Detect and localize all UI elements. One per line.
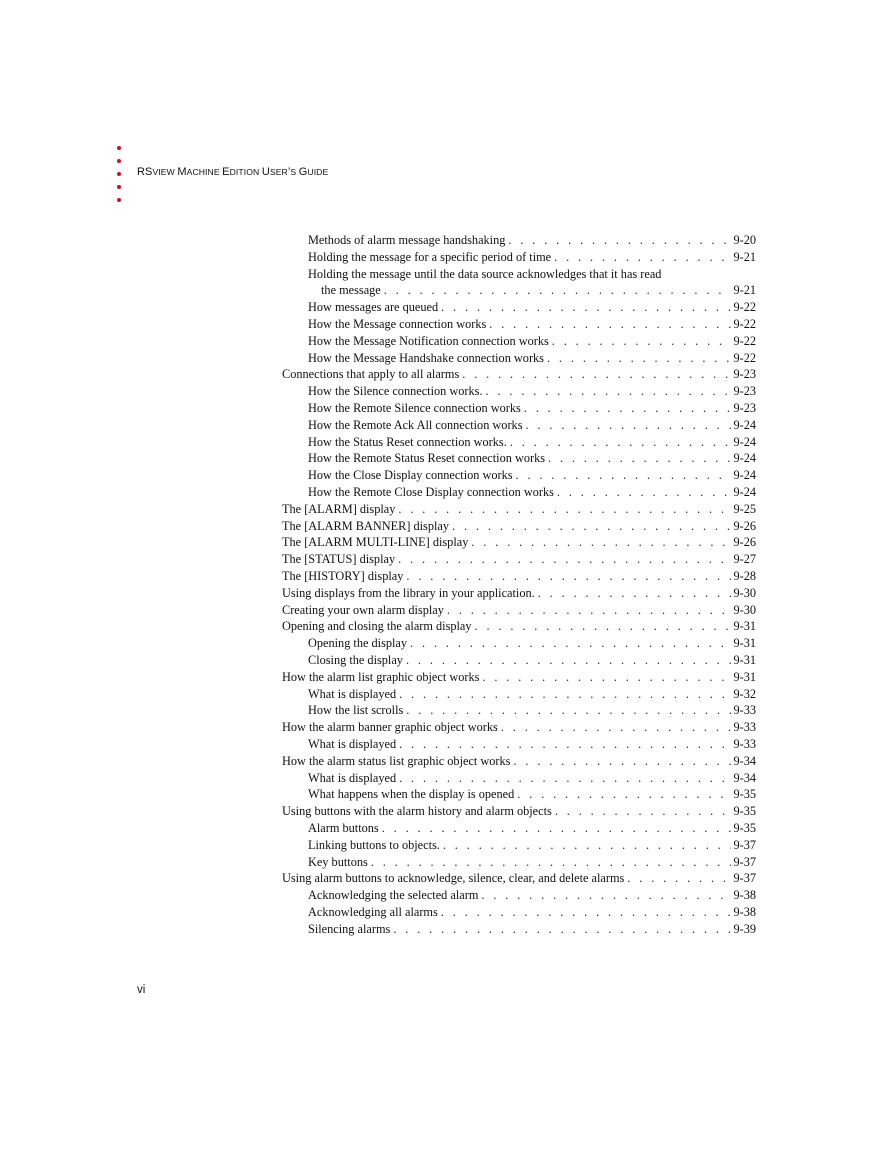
toc-entry[interactable] (282, 534, 756, 551)
toc-entry[interactable] (308, 820, 756, 837)
toc-dot-leader (452, 518, 731, 535)
toc-entry[interactable] (308, 904, 756, 921)
toc-entry[interactable] (308, 652, 756, 669)
toc-entry-page: 9-26 (733, 518, 756, 533)
toc-entry-page: 9-35 (733, 804, 756, 819)
toc-entry[interactable] (321, 282, 756, 299)
toc-entry[interactable] (308, 770, 756, 787)
toc-entry-page: 9-30 (733, 585, 756, 600)
toc-dot-leader (557, 484, 732, 501)
toc-entry-title: How the Silence connection works. (308, 384, 483, 399)
toc-entry-page: 9-22 (733, 333, 756, 348)
bullet-icon (117, 198, 121, 202)
toc-entry-page: 9-33 (733, 720, 756, 735)
toc-entry[interactable] (282, 803, 756, 820)
toc-entry-title: What is displayed (308, 737, 397, 751)
toc-entry-title: Using alarm buttons to acknowledge, silence, clear, and delete alarms (282, 871, 625, 886)
toc-dot-leader (627, 870, 731, 887)
toc-entry-page: 9-27 (733, 552, 756, 567)
toc-dot-leader (555, 803, 732, 820)
toc-dot-leader (525, 417, 731, 434)
toc-entry-title: Acknowledging all alarms (308, 905, 438, 919)
toc-entry-page: 9-37 (733, 837, 756, 852)
toc-entry[interactable] (308, 417, 756, 434)
toc-entry-title: Holding the message for a specific period of time (308, 249, 552, 264)
toc-entry[interactable] (308, 736, 756, 753)
toc-entry-title: How the alarm list graphic object works (282, 669, 480, 684)
header-text-part: U (261, 166, 270, 178)
toc-entry-page: 9-22 (733, 350, 756, 365)
toc-entry[interactable] (308, 467, 756, 484)
toc-dot-leader (441, 904, 732, 921)
toc-dot-leader (501, 719, 732, 736)
toc-entry-title: How the Message Handshake connection works (308, 350, 544, 365)
toc-entry-title: What happens when the display is opened (308, 787, 515, 802)
toc-entry-page: 9-34 (733, 753, 756, 768)
toc-entry[interactable] (308, 484, 756, 501)
toc-entry-page: 9-31 (733, 653, 756, 667)
toc-dot-leader (524, 400, 732, 417)
header-text-part: RS (137, 166, 153, 178)
toc-dot-leader (471, 534, 731, 551)
toc-entry[interactable] (308, 316, 756, 333)
toc-entry[interactable] (308, 249, 756, 266)
toc-entry-page: 9-37 (733, 854, 756, 869)
toc-entry[interactable] (282, 568, 756, 585)
toc-entry-title: How the Remote Silence connection works (308, 401, 521, 415)
toc-entry-title: How messages are queued (308, 300, 439, 315)
toc-entry-page: 9-23 (733, 384, 756, 399)
toc-entry[interactable] (308, 887, 756, 904)
header-text-part: VIEW (152, 167, 178, 177)
toc-entry-title: How the Status Reset connection works. (308, 434, 507, 449)
header-text-part: UIDE (307, 167, 329, 177)
toc-entry-title: The [HISTORY] display (282, 569, 404, 583)
toc-entry[interactable] (282, 719, 756, 736)
toc-entry-title: What is displayed (308, 686, 397, 701)
toc-entry[interactable] (308, 232, 756, 249)
toc-dot-leader (486, 383, 732, 400)
bullet-icon (117, 159, 121, 163)
toc-entry-title: What is displayed (308, 770, 397, 785)
running-header (137, 166, 328, 178)
toc-dot-leader (399, 736, 731, 753)
toc-dot-leader (410, 635, 731, 652)
toc-dot-leader (443, 837, 732, 854)
toc-entry-page: 9-39 (733, 921, 756, 936)
toc-dot-leader (384, 282, 732, 299)
toc-entry-title: Opening and closing the alarm display (282, 619, 472, 634)
toc-entry-title: Opening the display (308, 636, 408, 651)
toc-entry-title: How the Message connection works (308, 317, 487, 331)
toc-entry[interactable] (282, 585, 756, 602)
bullet-icon (117, 146, 121, 150)
toc-dot-leader (382, 820, 732, 837)
toc-entry-title: The [STATUS] display (282, 552, 396, 567)
toc-dot-leader (538, 585, 732, 602)
bullet-icon (117, 172, 121, 176)
toc-entry-page: 9-24 (733, 485, 756, 499)
toc-entry-title: Holding the message until the data source acknowledges that it has read (308, 266, 662, 281)
toc-entry-page: 9-35 (733, 821, 756, 835)
toc-entry-page: 9-24 (733, 468, 756, 483)
toc-entry[interactable] (308, 837, 756, 854)
toc-entry-page: 9-23 (733, 367, 756, 382)
toc-entry-page: 9-24 (733, 451, 756, 466)
toc-entry[interactable] (308, 921, 756, 938)
toc-dot-leader (481, 887, 731, 904)
toc-entry-page: 9-33 (733, 737, 756, 751)
toc-entry[interactable] (308, 350, 756, 367)
toc-dot-leader (510, 434, 732, 451)
page-number: vi (137, 984, 146, 996)
toc-entry[interactable] (282, 366, 756, 383)
header-text-part: E (222, 166, 230, 178)
toc-entry[interactable] (308, 266, 756, 283)
toc-entry[interactable] (308, 786, 756, 803)
toc-entry[interactable] (282, 602, 756, 619)
toc-entry-title: How the Close Display connection works (308, 468, 513, 483)
header-text-part: ’ (287, 166, 291, 178)
toc-dot-leader (513, 753, 731, 770)
toc-entry-title: Silencing alarms (308, 921, 391, 936)
toc-entry-title: Alarm buttons (308, 821, 379, 835)
toc-entry[interactable] (308, 400, 756, 417)
toc-dot-leader (462, 366, 731, 383)
toc-dot-leader (516, 467, 732, 484)
toc-dot-leader (548, 450, 731, 467)
toc-entry[interactable] (308, 702, 756, 719)
toc-entry-title: Methods of alarm message handshaking (308, 233, 506, 247)
bullet-icon (117, 185, 121, 189)
toc-dot-leader (554, 249, 731, 266)
toc-entry-title: The [ALARM MULTI-LINE] display (282, 535, 469, 550)
toc-entry-title: Closing the display (308, 653, 403, 667)
toc-dot-leader (371, 854, 732, 871)
header-text-part: S (290, 167, 299, 177)
toc-entry-title: The [ALARM] display (282, 501, 396, 516)
toc-entry[interactable] (282, 870, 756, 887)
toc-entry[interactable] (282, 501, 756, 518)
toc-entry[interactable] (308, 434, 756, 451)
header-text-part: ACHINE (186, 167, 223, 177)
toc-dot-leader (399, 770, 731, 787)
toc-entry[interactable] (282, 518, 756, 535)
toc-entry-title: the message (321, 283, 381, 298)
toc-dot-leader (398, 551, 731, 568)
toc-entry-title: Connections that apply to all alarms (282, 367, 460, 382)
toc-entry-page: 9-22 (733, 317, 756, 331)
toc-entry-page: 9-24 (733, 434, 756, 449)
toc-dot-leader (406, 702, 731, 719)
toc-entry[interactable] (308, 854, 756, 871)
toc-entry-page: 9-21 (733, 249, 756, 264)
toc-entry-page: 9-31 (733, 619, 756, 634)
toc-entry-page: 9-38 (733, 888, 756, 903)
toc-entry-title: Using displays from the library in your application. (282, 585, 535, 600)
toc-dot-leader (393, 921, 731, 938)
toc-dot-leader (406, 568, 731, 585)
toc-entry-title: How the list scrolls (308, 703, 404, 718)
toc-dot-leader (475, 618, 732, 635)
toc-dot-leader (508, 232, 731, 249)
toc-entry-page: 9-38 (733, 905, 756, 919)
header-text-part: DITION (229, 167, 262, 177)
toc-entry-title: How the Remote Ack All connection works (308, 417, 523, 432)
toc-entry-page: 9-31 (733, 669, 756, 684)
toc-dot-leader (406, 652, 731, 669)
toc-dot-leader (552, 333, 732, 350)
toc-entry-page: 9-32 (733, 686, 756, 701)
toc-entry-title: Linking buttons to objects. (308, 837, 440, 852)
toc-entry-page: 9-37 (733, 871, 756, 886)
toc-entry-page: 9-20 (733, 233, 756, 247)
toc-entry-page: 9-25 (733, 501, 756, 516)
toc-entry[interactable] (282, 618, 756, 635)
toc-dot-leader (447, 602, 732, 619)
toc-entry[interactable] (308, 333, 756, 350)
toc-entry-title: Acknowledging the selected alarm (308, 888, 479, 903)
toc-entry[interactable] (308, 635, 756, 652)
toc-entry[interactable] (308, 450, 756, 467)
toc-entry-page: 9-28 (733, 569, 756, 583)
toc-entry[interactable] (282, 551, 756, 568)
toc-entry-title: How the alarm banner graphic object works (282, 720, 498, 735)
toc-entry[interactable] (308, 299, 756, 316)
toc-dot-leader (547, 350, 731, 367)
toc-entry-page: 9-33 (733, 703, 756, 718)
toc-entry-page: 9-24 (733, 417, 756, 432)
toc-entry-title: How the alarm status list graphic object works (282, 753, 511, 768)
header-text-part: G (298, 166, 308, 178)
toc-entry-page: 9-22 (733, 300, 756, 315)
toc-entry-page: 9-21 (733, 283, 756, 298)
toc-entry-page: 9-26 (733, 535, 756, 550)
toc-entry-title: How the Remote Close Display connection works (308, 485, 554, 499)
toc-entry-page: 9-23 (733, 401, 756, 415)
toc-entry-page: 9-34 (733, 770, 756, 785)
toc-entry-page: 9-31 (733, 636, 756, 651)
toc-dot-leader (517, 786, 731, 803)
toc-dot-leader (489, 316, 731, 333)
toc-dot-leader (398, 501, 731, 518)
toc-dot-leader (482, 669, 731, 686)
toc-entry-title: Creating your own alarm display (282, 602, 444, 617)
toc-entry[interactable] (308, 686, 756, 703)
toc-entry-page: 9-35 (733, 787, 756, 802)
toc-entry[interactable] (308, 383, 756, 400)
toc-entry-title: The [ALARM BANNER] display (282, 518, 450, 533)
toc-entry-title: How the Message Notification connection works (308, 333, 549, 348)
toc-entry[interactable] (282, 669, 756, 686)
toc-dot-leader (399, 686, 731, 703)
toc-entry-page: 9-30 (733, 602, 756, 617)
toc-entry-title: Key buttons (308, 854, 368, 869)
toc-entry[interactable] (282, 753, 756, 770)
toc-entry-title: Using buttons with the alarm history and alarm objects (282, 804, 552, 819)
header-text-part: M (177, 166, 187, 178)
header-text-part: SER (269, 167, 288, 177)
toc-dot-leader (441, 299, 731, 316)
toc-entry-title: How the Remote Status Reset connection works (308, 451, 546, 466)
